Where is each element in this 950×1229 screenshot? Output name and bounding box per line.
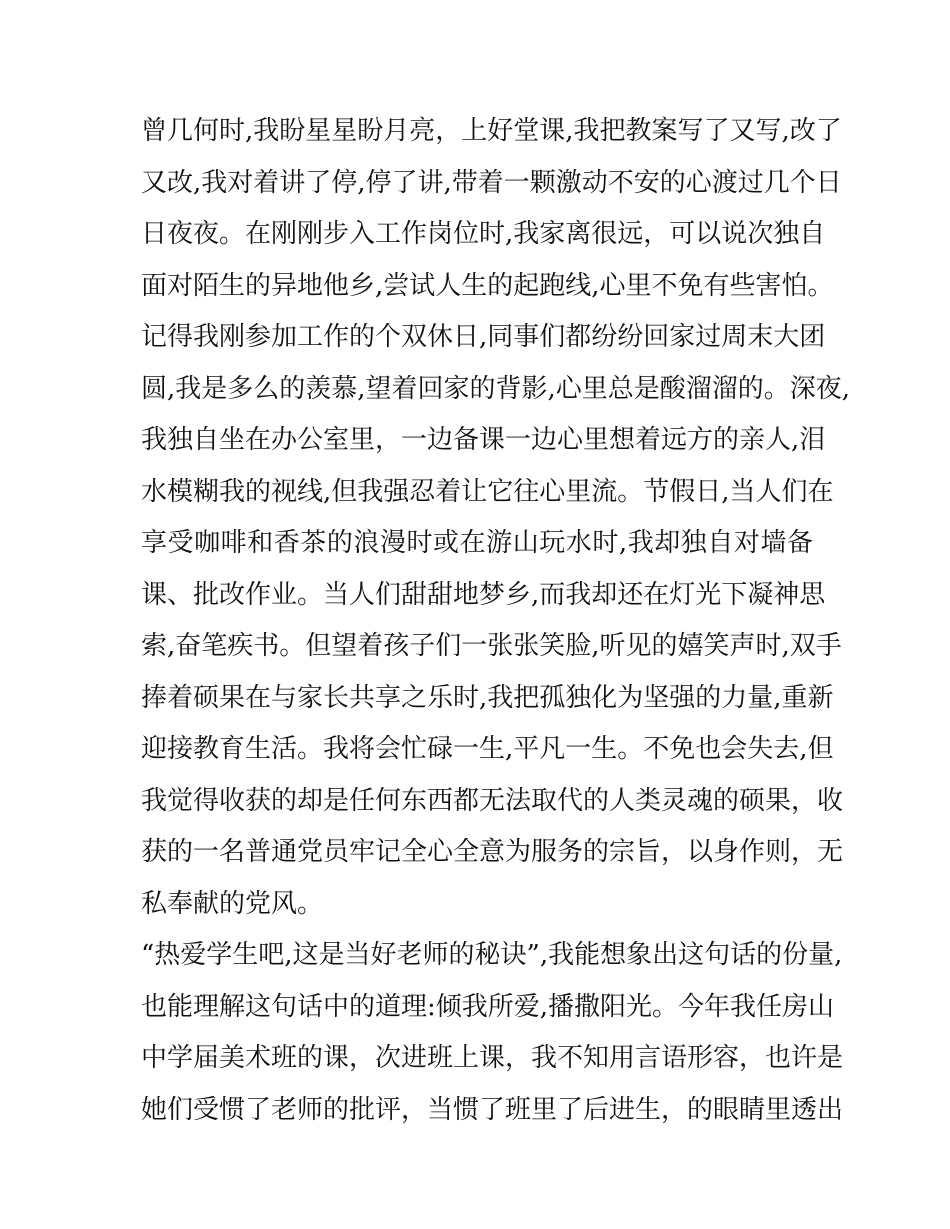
- text-line: 又改,我对着讲了停,停了讲,带着一颗激动不安的心渡过几个日: [141, 167, 842, 198]
- text-line: 圆,我是多么的羡慕,望着回家的背影,心里总是酸溜溜的。深夜,: [141, 373, 851, 404]
- text-line: 索,奋笔疾书。但望着孩子们一张张笑脸,听见的嬉笑声时,双手: [141, 631, 842, 661]
- text-line: 记得我刚参加工作的个双休日,同事们都纷纷回家过周末大团: [141, 322, 826, 352]
- text-line: 水模糊我的视线,但我强忍着让它往心里流。节假日,当人们在: [141, 476, 834, 507]
- text-line: 捧着硕果在与家长共享之乐时,我把孤独化为坚强的力量,重新: [141, 682, 834, 713]
- text-line: “热爱学生吧,这是当好老师的秘诀”,我能想象出这句话的份量,: [141, 940, 843, 970]
- document-body: [141, 106, 851, 1136]
- text-line: 日夜夜。在刚刚步入工作岗位时,我家离很远，可以说次独自: [141, 219, 826, 249]
- text-line: 也能理解这句话中的道理:倾我所爱,播撒阳光。今年我任房山: [141, 991, 835, 1022]
- text-line: 我觉得收获的却是任何东西都无法取代的人类灵魂的硕果，收: [141, 785, 844, 816]
- text-line: 私奉献的党风。: [141, 888, 324, 919]
- text-line: 面对陌生的异地他乡,尝试人生的起跑线,心里不免有些害怕。: [141, 270, 834, 301]
- text-line: 她们受惯了老师的批评，当惯了班里了后进生，的眼睛里透出: [141, 1094, 844, 1125]
- text-line: 迎接教育生活。我将会忙碌一生,平凡一生。不免也会失去,但: [141, 734, 834, 764]
- text-line: 享受咖啡和香茶的浪漫时或在游山玩水时,我却独自对墙备: [141, 528, 813, 558]
- text-line: 我独自坐在办公室里，一边备课一边心里想着远方的亲人,泪: [141, 425, 826, 455]
- text-line: 课、批改作业。当人们甜甜地梦乡,而我却还在灯光下凝神思: [141, 579, 826, 610]
- text-line: 获的一名普通党员牢记全心全意为服务的宗旨，以身作则，无: [141, 837, 844, 867]
- text-line: 中学届美术班的课，次进班上课，我不知用言语形容，也许是: [141, 1043, 844, 1073]
- paragraph-1: [141, 106, 851, 930]
- text-line: 曾几何时,我盼星星盼月亮，上好堂课,我把教案写了又写,改了: [141, 116, 842, 146]
- paragraph-2: [141, 930, 844, 1136]
